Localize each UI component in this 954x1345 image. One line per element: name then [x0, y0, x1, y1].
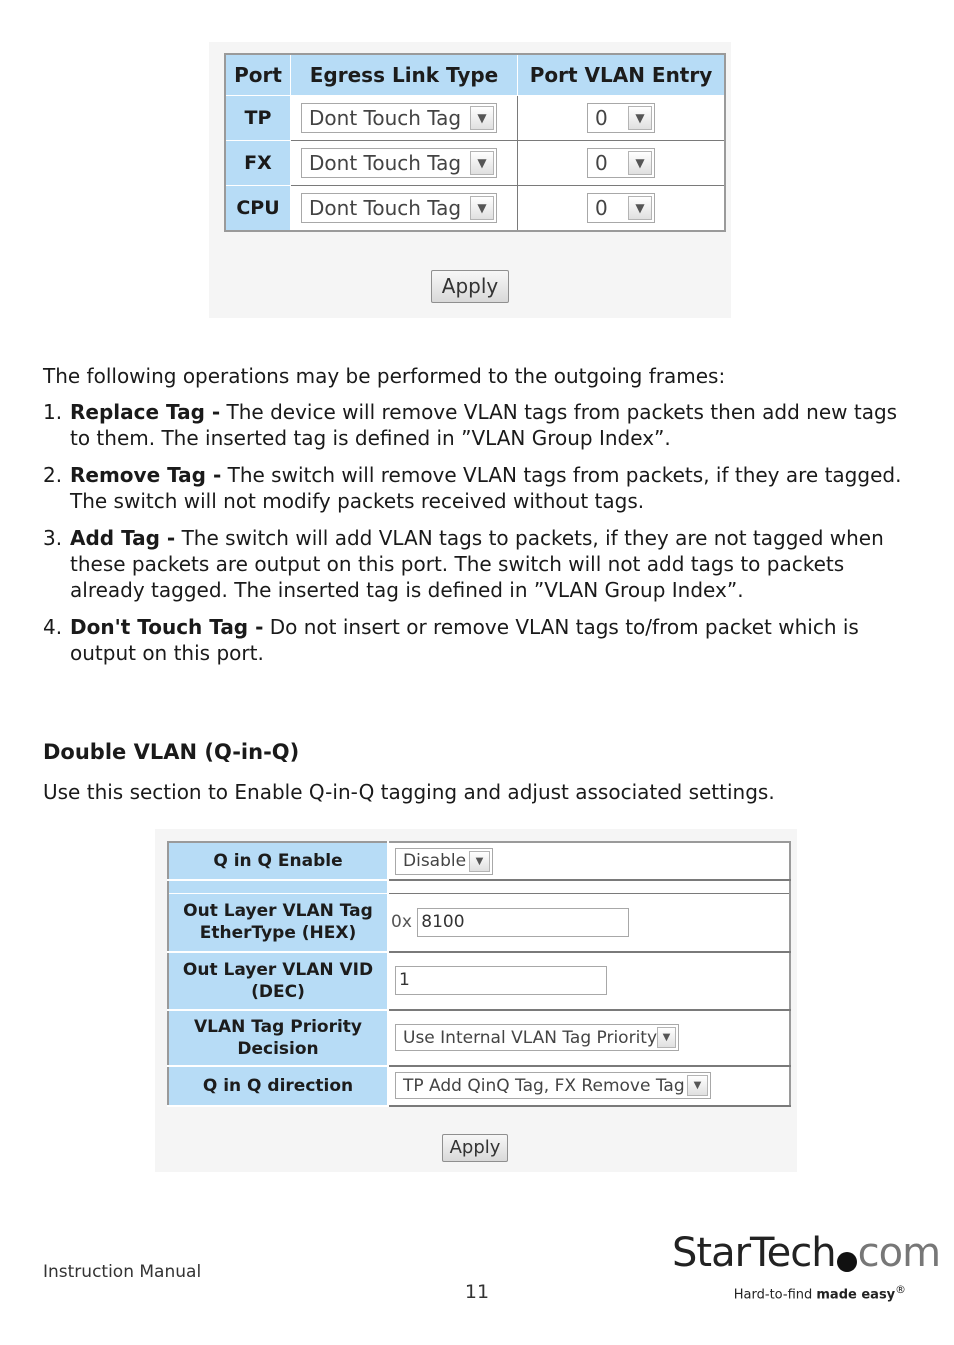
port-egress-screenshot	[209, 42, 731, 318]
table-row	[225, 96, 725, 141]
select-value: Use Internal VLAN Tag Priority	[403, 1027, 658, 1048]
chevron-down-icon[interactable]: ▼	[628, 151, 652, 175]
operations-list	[43, 399, 923, 677]
operation-term: Add Tag -	[70, 526, 176, 550]
table-row	[225, 141, 725, 186]
table-row	[168, 842, 790, 880]
section-title: Double VLAN (Q-in-Q)	[43, 740, 300, 764]
ethertype-input[interactable]: 8100	[417, 908, 629, 937]
operation-term: Don't Touch Tag -	[70, 615, 264, 639]
chevron-down-icon[interactable]: ▼	[470, 151, 494, 175]
select-value: TP Add QinQ Tag, FX Remove Tag	[403, 1075, 685, 1096]
table-row	[168, 894, 790, 952]
qinq-enable-label: Q in Q Enable	[168, 842, 388, 880]
select-value: 0	[595, 196, 608, 220]
port-vlan-entry-select[interactable]	[587, 103, 655, 133]
table-row	[168, 1010, 790, 1066]
logo-wordmark	[672, 1230, 940, 1276]
egress-link-type-select[interactable]	[301, 148, 497, 178]
priority-decision-label: VLAN Tag Priority Decision	[168, 1010, 388, 1066]
list-item	[43, 399, 923, 451]
header-port-vlan-entry: Port VLAN Entry	[518, 54, 726, 96]
tagline-plain: Hard-to-find	[733, 1287, 817, 1303]
startech-logo	[672, 1230, 941, 1305]
chevron-down-icon[interactable]: ▼	[470, 196, 494, 220]
operation-term: Replace Tag -	[70, 400, 221, 424]
priority-decision-select[interactable]	[395, 1024, 679, 1051]
table-spacer-row	[168, 880, 790, 894]
list-item	[43, 614, 923, 666]
port-vlan-entry-select[interactable]	[587, 148, 655, 178]
logo-com: com	[857, 1230, 941, 1276]
qinq-enable-select[interactable]	[395, 848, 493, 875]
hex-prefix: 0x	[391, 912, 412, 933]
ethertype-label: Out Layer VLAN Tag EtherType (HEX)	[168, 894, 388, 952]
logo-star: StarTech	[672, 1230, 836, 1276]
chevron-down-icon[interactable]: ▼	[628, 106, 652, 130]
registered-mark: ®	[895, 1283, 906, 1296]
select-value: 0	[595, 106, 608, 130]
chevron-down-icon[interactable]: ▼	[470, 106, 494, 130]
chevron-down-icon[interactable]: ▼	[628, 196, 652, 220]
logo-tagline	[734, 1283, 906, 1302]
operation-term: Remove Tag -	[70, 463, 222, 487]
operation-text: The switch will add VLAN tags to packets, if they are not tagged when these packets are output on this port. The switch will not add tags to packets already tagged. The inserted tag is defined in ”VLAN Group Index”.	[70, 526, 884, 602]
select-value: Dont Touch Tag	[309, 106, 462, 130]
table-row	[168, 952, 790, 1010]
list-number: 3.	[43, 526, 63, 550]
list-number: 4.	[43, 615, 63, 639]
tagline-bold: made easy	[816, 1287, 896, 1303]
list-item	[43, 525, 923, 603]
table-row	[168, 1066, 790, 1106]
footer-document-type: Instruction Manual	[43, 1262, 202, 1282]
chevron-down-icon[interactable]: ▼	[469, 851, 490, 872]
qinq-settings-table	[167, 841, 791, 1107]
egress-link-type-select[interactable]	[301, 103, 497, 133]
apply-button[interactable]: Apply	[431, 270, 509, 303]
select-value: Disable	[403, 851, 467, 871]
table-row	[225, 186, 725, 232]
vid-label: Out Layer VLAN VID (DEC)	[168, 952, 388, 1010]
port-name: FX	[225, 141, 291, 186]
port-egress-table	[224, 53, 726, 232]
qinq-direction-select[interactable]	[395, 1072, 711, 1099]
section-description: Use this section to Enable Q-in-Q tagging and adjust associated settings.	[43, 780, 775, 804]
egress-link-type-select[interactable]	[301, 193, 497, 223]
qinq-direction-label: Q in Q direction	[168, 1066, 388, 1106]
operations-intro: The following operations may be performed to the outgoing frames:	[43, 364, 726, 388]
port-name: CPU	[225, 186, 291, 232]
list-item	[43, 462, 923, 514]
select-value: 0	[595, 151, 608, 175]
page-number: 11	[464, 1281, 490, 1303]
list-number: 2.	[43, 463, 63, 487]
operation-text: Do not insert or remove VLAN tags to/from packet which is output on this port.	[70, 615, 859, 665]
apply-button[interactable]: Apply	[442, 1134, 508, 1162]
list-number: 1.	[43, 400, 63, 424]
header-egress-link-type: Egress Link Type	[291, 54, 518, 96]
qinq-settings-screenshot	[155, 829, 797, 1172]
select-value: Dont Touch Tag	[309, 196, 462, 220]
port-vlan-entry-select[interactable]	[587, 193, 655, 223]
select-value: Dont Touch Tag	[309, 151, 462, 175]
operation-text: The device will remove VLAN tags from packets then add new tags to them. The inserted tag is defined in ”VLAN Group Index”.	[70, 400, 898, 450]
vid-input[interactable]: 1	[395, 966, 607, 995]
header-port: Port	[225, 54, 291, 96]
operation-text: The switch will remove VLAN tags from packets, if they are tagged. The switch will not modify packets received without tags.	[70, 463, 902, 513]
logo-dot-icon	[837, 1252, 857, 1272]
table-header-row	[225, 54, 725, 96]
port-name: TP	[225, 96, 291, 141]
chevron-down-icon[interactable]: ▼	[687, 1075, 708, 1096]
chevron-down-icon[interactable]: ▼	[657, 1027, 676, 1048]
